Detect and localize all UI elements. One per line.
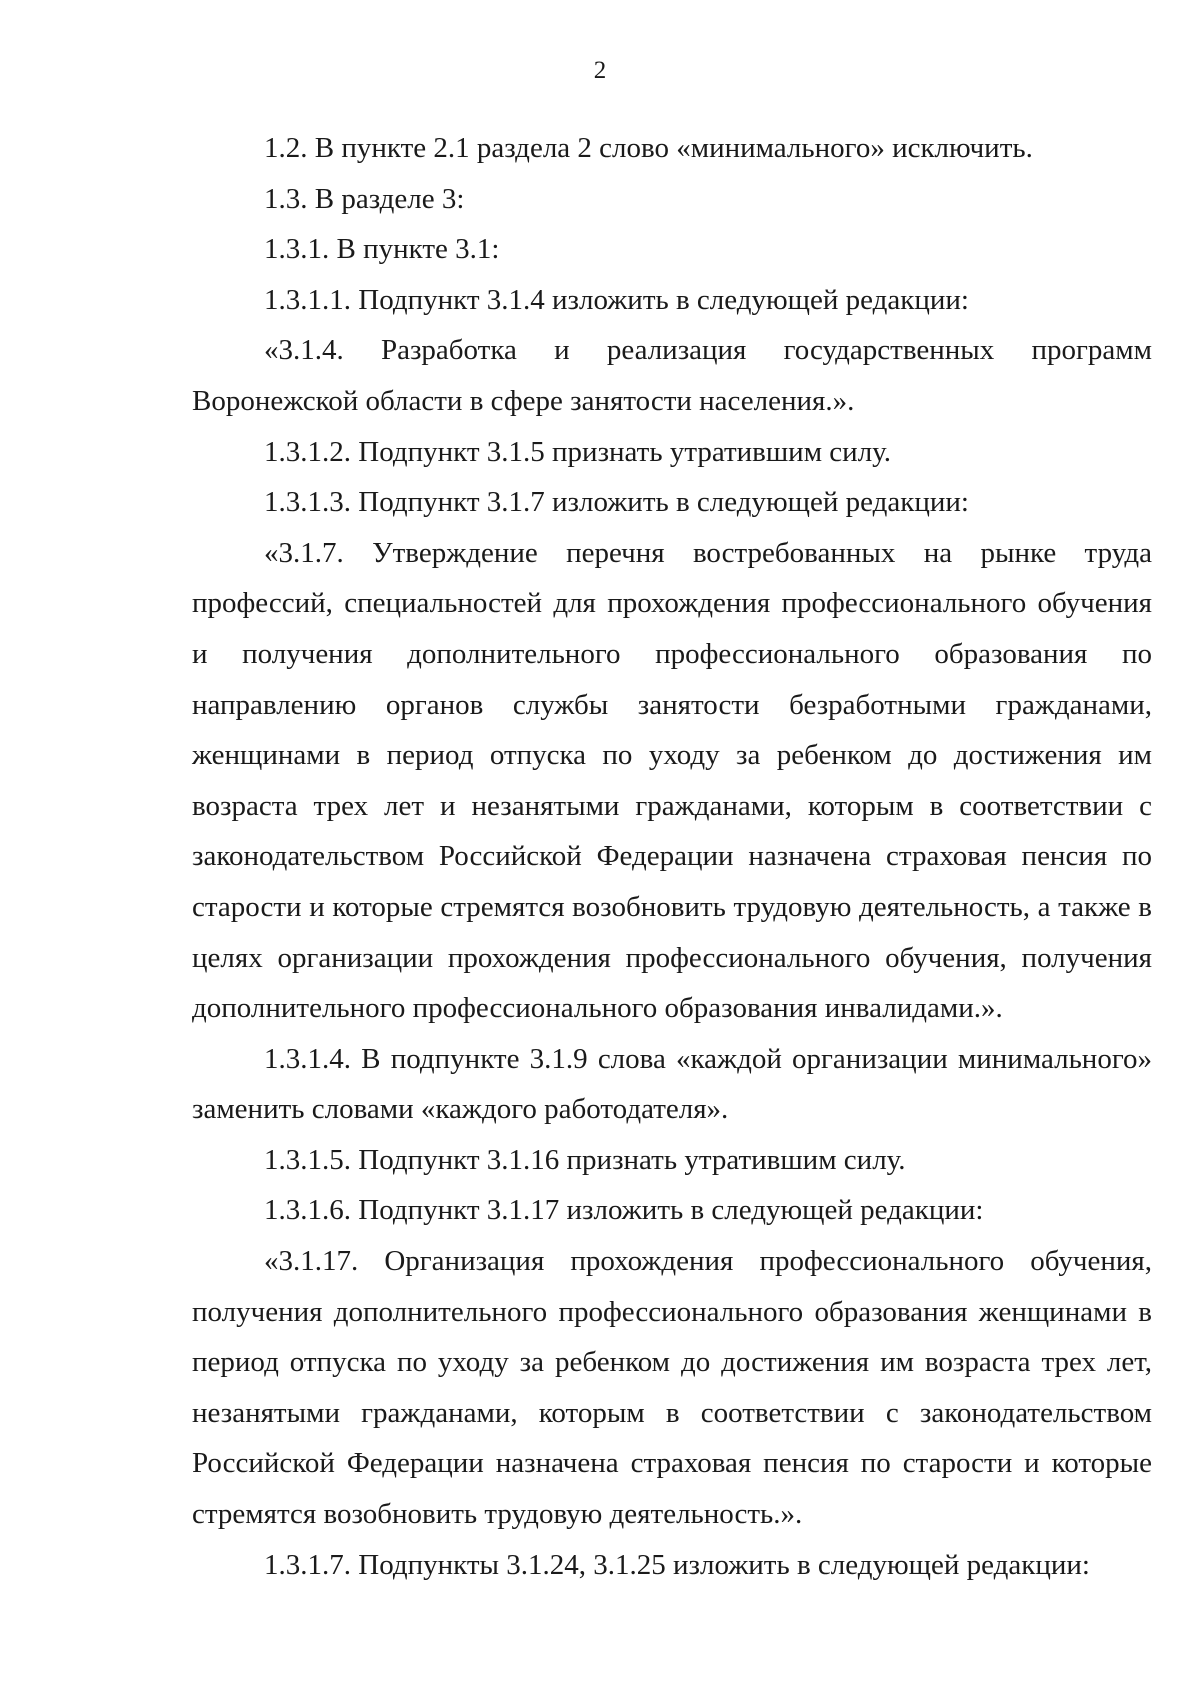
paragraph-1-3-1: 1.3.1. В пункте 3.1:	[264, 233, 500, 266]
paragraph-1-3-1-4: 1.3.1.4. В подпункте 3.1.9 слова «каждой организации минимального» заменить словами «каждого работодателя».	[192, 1042, 1152, 1126]
paragraph-1-3-1-2: 1.3.1.2. Подпункт 3.1.5 признать утратившим силу.	[264, 435, 892, 468]
page-number: 2	[593, 57, 607, 84]
quote-3-1-4: «3.1.4. Разработка и реализация государственных программ Воронежской области в сфере занятости населения.».	[192, 334, 1152, 417]
quote-3-1-7: «3.1.7. Утверждение перечня востребованных на рынке труда профессий, специальностей для прохождения профессионального обучения и получения дополнительного профессионального образования по направлению органов службы занятости безработными гражданами, женщинами в период отпуска по уходу за ребенком до достижения им возраста трех лет и незанятыми гражданами, которым в соответствии с законодательством Российской Федерации назначена страховая пенсия по старости и которые стремятся возобновить трудовую деятельность, а также в целях организации прохождения профессионального обучения, получения дополнительного профессионального образования инвалидами.».	[192, 536, 1152, 1025]
document-body	[192, 123, 1152, 1590]
paragraph-1-3-1-7: 1.3.1.7. Подпункты 3.1.24, 3.1.25 изложить в следующей редакции:	[264, 1548, 1090, 1581]
paragraph-1-3-1-6: 1.3.1.6. Подпункт 3.1.17 изложить в следующей редакции:	[264, 1194, 984, 1227]
paragraph-1-3: 1.3. В разделе 3:	[264, 182, 465, 215]
paragraph-1-2: 1.2. В пункте 2.1 раздела 2 слово «минимального» исключить.	[264, 132, 1033, 164]
paragraph-1-3-1-1: 1.3.1.1. Подпункт 3.1.4 изложить в следующей редакции:	[264, 283, 969, 316]
paragraph-1-3-1-3: 1.3.1.3. Подпункт 3.1.7 изложить в следующей редакции:	[264, 486, 969, 519]
paragraph-1-3-1-5: 1.3.1.5. Подпункт 3.1.16 признать утратившим силу.	[264, 1143, 906, 1176]
quote-3-1-17: «3.1.17. Организация прохождения профессионального обучения, получения дополнительного профессионального образования женщинами в период отпуска по уходу за ребенком до достижения им возраста трех лет, незанятыми гражданами, которым в соответствии с законодательством Российской Федерации назначена страховая пенсия по старости и которые стремятся возобновить трудовую деятельность.».	[192, 1245, 1152, 1531]
